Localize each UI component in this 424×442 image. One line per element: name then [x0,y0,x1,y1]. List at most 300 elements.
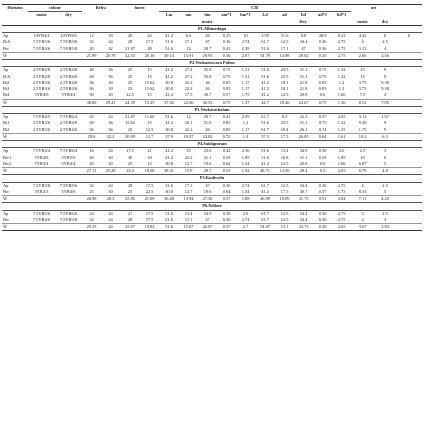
mean-cell [55,224,82,231]
table-cell: 12.5 [280,39,289,45]
table-cell: 51.6 [165,39,173,45]
table-cell: 12.5 [280,210,289,216]
mean-cell [55,168,82,175]
table-cell: 15 [360,73,365,79]
table-cell: 2.6 [242,210,249,216]
table-cell: 1.54 [241,160,250,166]
table-cell: 10 [360,154,365,160]
table-cell: 17.5 [145,216,154,222]
mean-cell [28,224,55,231]
table-cell: 25 [127,188,133,194]
table-cell: 7.5YR5/8 [59,45,78,51]
table-cell: 18 [147,154,152,160]
mean-cell [28,99,55,106]
table-cell: 28.7 [203,114,212,119]
table-cell: 3 [383,216,387,222]
mean-cell: 7.11 [351,196,374,203]
table-cell: 2.5YR4/6 [59,126,78,132]
mean-cell: 34.73 [294,224,313,231]
ort-header: ort [351,5,396,12]
table-cell: 7.5YR5/6 [32,210,51,216]
table-cell: 0.83 [318,86,327,91]
mean-cell: 0.37 [217,224,236,231]
table-cell: 20 [89,160,94,166]
mean-cell: 16.09 [275,196,294,203]
table-cell: 0.75 [222,67,231,73]
table-cell: 19.4 [280,126,289,132]
section-title: P6.Nellore [2,203,422,210]
table-cell: 26.1 [299,126,308,132]
table-cell: 16 [89,148,94,154]
mean-cell: 1.88 [236,196,255,203]
table-cell: 4 [361,216,364,222]
section-title: P4.Saidapuram [2,141,422,148]
table-cell: 36 [108,126,113,132]
table-cell: 2.5YR4/8 [59,67,78,73]
table-cell: 1.17 [241,126,250,132]
table-cell: 0.36 [222,39,231,45]
section-header-row [2,203,422,210]
table-cell: 24 [108,210,113,216]
table-cell: 17.1 [184,182,193,188]
mean-cell: 4.8 [374,168,396,175]
horizon-cell: Bw2 [3,160,12,166]
table-cell: 41.2 [261,79,269,85]
table-cell: 1.54 [241,188,250,194]
table-cell: 7.5YR6/6 [59,210,78,216]
table-cell: 15.62 [144,86,155,91]
table-cell: 2.5 [359,148,366,154]
table-cell: 2.5 [382,210,388,216]
horizon-cell: Ap [3,210,9,216]
table-cell: 21.87 [125,45,135,51]
mean-cell: 54.97 [255,224,275,231]
table-cell: 0.36 [318,39,327,45]
table-cell: 17.5 [280,188,289,194]
table-cell: 18 [108,33,113,38]
cie-ld-header: Ld [262,12,268,18]
table-cell: 30 [89,120,94,126]
table-cell: 5YR4/6 [61,188,76,194]
table-cell: 1.75 [241,92,250,98]
table-cell: 30.8 [165,86,173,91]
mean-cell [55,52,82,59]
table-cell: 34.9 [203,210,212,216]
mean-cell: 1.92 [236,168,255,175]
table-cell: 3.75 [358,79,367,85]
horizon-cell: Bt3 [3,86,10,91]
table-cell: 41.1 [203,154,212,160]
table-row [2,148,422,155]
table-cell: 41.2 [261,92,269,98]
table-cell: 0.25 [222,33,231,38]
table-row [2,46,422,53]
table-cell: 15 [147,73,152,79]
table-cell: 7.5YR4/6 [32,45,51,51]
horizon-cell: Ap [3,114,9,119]
table-cell: 3 [361,210,364,216]
table-cell: 7.5YR5/8 [32,182,51,188]
section-header-row [2,106,422,113]
table-cell: 26 [205,79,210,85]
table-cell: 0.85 [222,79,231,85]
mean-row [2,133,422,140]
table-cell: 0.37 [318,114,327,119]
table-cell: 41.2 [165,67,173,73]
mean-label: W̄ [2,196,28,203]
mean-cell: 2.87 [236,52,255,59]
mean-cell: 1.4 [236,133,255,140]
table-cell: 31.1 [299,154,308,160]
mean-cell: 15.8 [179,168,198,175]
mean-cell: 37.9 [159,133,179,140]
table-cell: 9 [383,120,387,126]
table-cell: 8.8 [300,33,307,38]
mean-cell: 0.33 [313,52,332,59]
header-row-3 [2,19,422,26]
table-cell: 36 [89,86,94,91]
table-cell: 51.6 [165,45,173,51]
table-cell: 4 [383,45,387,51]
table-cell: 51.6 [261,120,269,126]
header-row-1 [2,5,422,12]
table-cell: 2.5YR4/6 [59,86,78,91]
mean-cell: 1.36 [332,99,351,106]
table-cell: 51.6 [280,33,289,38]
table-cell: 30 [108,188,113,194]
rrbw-header: Rrbw [82,5,120,12]
table-cell: 51.6 [165,216,173,222]
table-cell: 25 [127,126,133,132]
mean-cell: 0.38 [313,224,332,231]
mean-cell: 12.7 [140,133,159,140]
table-cell: 4 [383,92,387,98]
table-cell: 24 [89,210,94,216]
table-cell: 3.13 [358,114,367,119]
table-cell: 26 [205,126,210,132]
mean-cell: 38.68 [82,99,101,106]
table-cell: 41.2 [165,120,173,126]
mean-cell: 20.79 [101,52,120,59]
table-cell: 5YR4/6 [34,92,49,98]
table-cell: 12 [186,45,191,51]
mean-cell: 1.37 [236,99,255,106]
soil-colour-table [2,4,422,231]
table-cell: 3.13 [358,45,367,51]
table-cell: 3.95 [261,33,269,38]
table-cell: 13.4 [280,148,289,154]
table-cell: 22.2 [184,154,193,160]
table-cell: 25 [89,188,94,194]
table-cell: 47 [205,216,210,222]
table-cell: 15.62 [144,79,155,85]
mean-cell: 0.5 [313,168,332,175]
table-cell: 4.42 [358,33,367,38]
table-cell: 34.4 [299,210,308,216]
table-cell: 28.7 [203,45,212,51]
mean-label: W̄ [2,168,28,175]
table-cell: 23.5 [280,73,289,79]
mean-cell: 22.66 [179,99,198,106]
cie-moist-header: moist [159,19,255,26]
table-cell: 25 [127,86,133,91]
table-cell: 36 [108,120,113,126]
mean-cell: 14.56 [275,168,294,175]
table-cell: 9 [383,73,387,79]
mean-cell: 57.3 [255,133,275,140]
mean-cell: 0.75 [217,99,236,106]
table-cell: 12.5 [145,126,154,132]
table-cell: 0.74 [318,126,327,132]
table-cell: 10YR4/4 [33,33,50,38]
table-cell: 32 [89,216,94,222]
table-cell: 2.6 [338,148,345,154]
section-title: P3.Venkatachalam [2,106,422,113]
table-cell: 1.31 [241,67,250,73]
table-cell: 1.75 [358,126,367,132]
table-cell: 27.2 [184,73,193,79]
table-cell: 30.8 [165,188,173,194]
table-cell: 30 [127,154,133,160]
table-cell: 61.7 [261,182,269,188]
horizon-cell: Bw1 [3,154,12,160]
mean-cell: 2.75 [332,52,351,59]
table-cell: 17.1 [280,45,289,51]
horizon-cell: Bw [3,216,10,222]
table-cell: 31.1 [299,73,308,79]
mean-cell: 27.36 [198,196,217,203]
table-cell: 18.1 [280,79,289,85]
mean-cell: 48.71 [255,168,275,175]
table-cell: 23.5 [280,120,289,126]
mean-cell: 13.94 [179,196,198,203]
table-cell: 15 [147,160,152,166]
mean-cell [28,196,55,203]
mean-cell: 0.72 [217,133,236,140]
table-cell: 30 [108,79,113,85]
table-cell: 1.17 [241,79,250,85]
table-cell: 0.54 [222,154,231,160]
table-cell: 15.62 [125,120,135,126]
table-cell: 61.7 [261,114,269,119]
table-cell: 17.5 [145,182,154,188]
table-cell: 24 [108,182,113,188]
table-cell: 9.38 [358,120,367,126]
cie-am1-header: am*1 [221,12,232,18]
mean-cell: 2.56 [374,52,396,59]
table-cell: 1.31 [241,73,250,79]
mean-cell: 19.83 [140,224,159,231]
table-cell: 25 [127,79,133,85]
table-cell: 0.6 [319,92,326,98]
cie-ad1-header: ad*1 [318,12,328,18]
table-cell: 25 [127,67,133,73]
table-cell: 20 [108,92,113,98]
table-cell: 22.2 [184,79,193,85]
mean-row [2,168,422,175]
table-cell: 30 [89,92,94,98]
mean-cell: 0.53 [217,168,236,175]
table-cell: 34.4 [299,182,308,188]
table-cell: 19.6 [203,160,212,166]
horizon-cell: Ap [3,67,9,73]
mean-row [2,224,422,231]
mean-cell: 17.5 [275,133,294,140]
horizon-cell: Ap [3,182,9,188]
mean-cell: 15.91 [179,52,198,59]
table-cell: 0.75 [318,67,327,73]
table-cell: 1.75 [337,188,346,194]
section-title: P1.Allimadugu [2,25,422,32]
table-cell: 12.5 [280,92,289,98]
table-cell: 7.5YR6/4 [59,148,78,154]
mean-cell: 6.3 [374,133,396,140]
horizon-cell: Ap [3,33,9,38]
table-cell: 17.1 [184,39,193,45]
table-cell: 0.57 [318,188,327,194]
table-cell: 47 [205,182,210,188]
table-cell: 11.66 [144,114,155,119]
table-cell: 3 [383,148,387,154]
table-cell: 0 [383,33,387,38]
mean-cell: 27.11 [82,168,101,175]
table-cell: 10 [243,33,248,38]
table-cell: 21.8 [299,79,308,85]
mean-cell [55,99,82,106]
table-cell: 2.74 [241,182,250,188]
mean-cell: 2.04 [332,196,351,203]
table-cell: 30.7 [299,188,308,194]
table-cell: 61.7 [261,39,269,45]
mean-cell: 20.16 [140,52,159,59]
table-cell: 0.64 [222,188,231,194]
table-cell: 12 [89,33,94,38]
table-cell: 0.38 [222,210,231,216]
cie-dry-header: Dry [255,19,351,26]
table-cell: 28 [127,216,133,222]
mean-row [2,52,422,59]
table-cell: 47 [301,45,306,51]
mean-cell: 8.52 [351,99,374,106]
mean-cell: 46.99 [255,196,275,203]
table-cell: 34.9 [299,148,308,154]
horizon-cell: Bw [3,45,10,51]
table-cell: 0.54 [318,154,327,160]
table-cell: 17.5 [126,148,134,154]
table-cell: 16.8 [280,154,289,160]
table-cell: 0.85 [222,126,231,132]
table-cell: 51.6 [165,182,173,188]
table-cell: 2.5YR4/6 [59,120,78,126]
table-cell: 1.85 [337,154,346,160]
table-cell: 9.38 [381,86,389,91]
table-cell: 5YR4/4 [61,160,76,166]
table-cell: 20 [89,45,94,51]
table-cell: 15 [147,67,152,73]
mean-cell: 14.98 [275,52,294,59]
table-cell: 9 [383,67,387,73]
cie-bm-header: bm [204,12,211,18]
mean-cell: 18.07 [179,133,198,140]
mean-cell: 18.46 [275,99,294,106]
table-cell: 0.36 [318,210,327,216]
cie-bm1-header: bm*1 [240,12,251,18]
table-cell: 3.75 [358,86,367,91]
section-header-row [2,25,422,32]
table-cell: 0.42 [222,148,231,154]
table-cell: 1.66 [337,160,346,166]
mean-cell: 31.75 [294,196,313,203]
table-cell: 48 [89,67,94,73]
table-cell: 0.36 [318,216,327,222]
table-cell: 2.5YR3/6 [32,86,51,91]
mean-cell [28,133,55,140]
table-cell: 17.5 [145,210,154,216]
table-cell: 2.75 [337,216,346,222]
table-cell: 7.5YR4/6 [32,216,51,222]
table-cell: 7.5YR4/4 [32,148,51,154]
table-cell: 20 [108,160,113,166]
table-cell: 1.2 [242,120,249,126]
section-header-row [2,175,422,182]
horizon-cell: Bt2 [3,79,10,85]
table-row [2,189,422,196]
mean-cell: 30.53 [198,99,217,106]
table-cell: 35.8 [203,73,212,79]
mean-cell: 49.14 [159,52,179,59]
table-cell: 24 [108,114,113,119]
table-cell: 51.6 [261,45,269,51]
horizon-cell: B/A [3,73,11,79]
horizon-cell: Ap [3,148,9,154]
table-cell: 22.5 [145,188,154,194]
table-cell: 21 [147,148,152,154]
mean-cell: 10.2 [351,133,374,140]
table-cell: 15 [147,120,152,126]
table-cell: 2.39 [241,45,250,51]
mean-cell: 24.82 [198,133,217,140]
mean-cell: 29.33 [82,224,101,231]
mean-cell [28,52,55,59]
table-body [2,25,422,231]
mean-cell: 29.7 [198,168,217,175]
table-cell: 20.8 [299,160,308,166]
table-cell: 12.7 [184,188,193,194]
table-cell: 2.5YR3/6 [32,79,51,85]
cie-bd-header: bd [301,12,306,18]
table-cell: 41.2 [261,188,269,194]
table-cell: 1.2 [338,79,345,85]
table-cell: 41.2 [165,148,173,154]
table-cell: 10 [186,148,191,154]
table-cell: 30 [108,86,113,91]
mean-label: W̄ [2,52,28,59]
mean-cell: 0.57 [217,196,236,203]
horizon-cell: Bw [3,188,10,194]
mean-cell: 21.09 [140,196,159,203]
table-cell: 9 [383,126,387,132]
table-cell: 8.5 [281,114,288,119]
table-cell: 18.1 [280,86,289,91]
mean-cell: 18.08 [140,168,159,175]
table-cell: 51.6 [261,73,269,79]
table-cell: 21.8 [203,120,212,126]
section-header-row [2,60,422,67]
table-cell: 41.2 [165,73,173,79]
table-cell: 5YR3/4 [34,160,49,166]
table-cell: 21.8 [299,86,308,91]
table-cell: 12.5 [280,216,289,222]
